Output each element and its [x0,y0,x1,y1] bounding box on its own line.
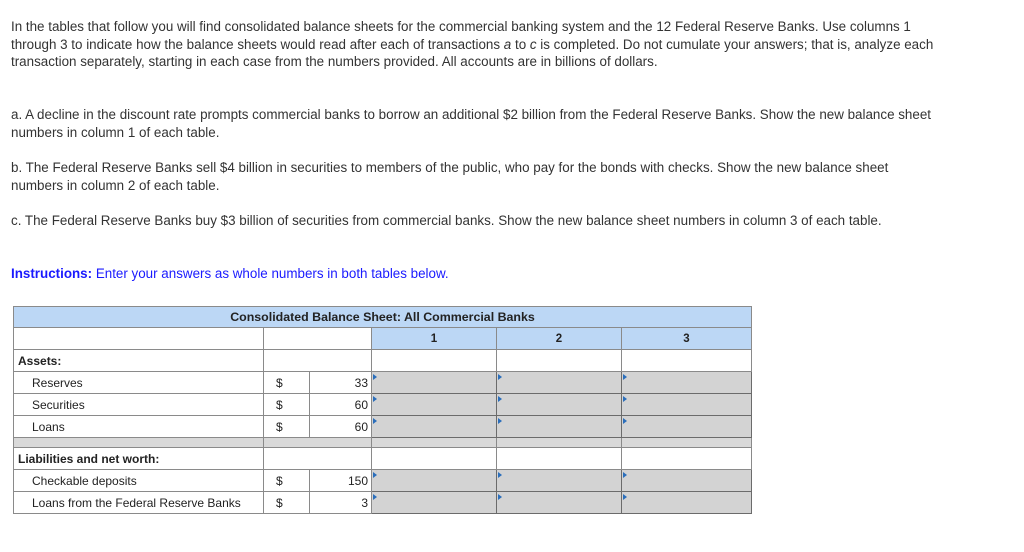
assets-label: Assets: [14,350,264,372]
empty-cell [622,438,752,448]
empty-cell [497,350,622,372]
table-row [14,372,752,394]
value-loans: 60 [310,416,372,438]
empty-cell [372,350,497,372]
header-blank-value [264,328,372,350]
input-flag-icon [498,418,502,424]
input-flag-icon [623,472,627,478]
row-label-loans: Loans [14,416,264,438]
input-flag-icon [498,374,502,380]
empty-cell [372,448,497,470]
currency-symbol: $ [264,470,310,492]
divider-row [14,438,752,448]
answer-input[interactable] [497,492,621,513]
header-blank [14,328,264,350]
input-flag-icon [373,494,377,500]
assets-header-row [14,350,752,372]
input-flag-icon [498,494,502,500]
empty-cell [622,448,752,470]
loans-from-fed-col3-input[interactable] [622,492,752,514]
table-row [14,492,752,514]
intro-text-3: is completed. Do not cumulate your answers; that is, analyze each transaction separately, starting in each case from the numbers provided. All accounts are in billions of dollars. [11,36,934,69]
empty-cell [497,438,622,448]
currency-symbol: $ [264,416,310,438]
answer-input[interactable] [372,394,496,415]
answer-input[interactable] [622,492,751,513]
answer-input[interactable] [497,372,621,393]
intro-text-1: In the tables that follow you will find consolidated balance sheets for the commercial banking system and the 12 Federal Reserve Banks. Use columns 1 through 3 to indicate how the balance sheets would read after each of transactions [11,19,911,52]
securities-col1-input[interactable] [372,394,497,416]
table-row [14,416,752,438]
empty-cell [622,350,752,372]
answer-input[interactable] [622,470,751,491]
empty-cell [264,448,372,470]
answer-input[interactable] [497,416,621,437]
input-flag-icon [373,472,377,478]
currency-symbol: $ [264,394,310,416]
checkable-deposits-col2-input[interactable] [497,470,622,492]
loans-col1-input[interactable] [372,416,497,438]
value-securities: 60 [310,394,372,416]
question-a: a. A decline in the discount rate prompts commercial banks to borrow an additional $2 billion from the Federal Reserve Banks. Show the new balance sheet numbers in column 1 of each table. [11,107,931,140]
input-flag-icon [373,418,377,424]
liabilities-label: Liabilities and net worth: [14,448,264,470]
loans-from-fed-col2-input[interactable] [497,492,622,514]
instructions [11,265,941,283]
securities-col3-input[interactable] [622,394,752,416]
empty-cell [497,448,622,470]
checkable-deposits-col3-input[interactable] [622,470,752,492]
answer-input[interactable] [622,394,751,415]
currency-symbol: $ [264,492,310,514]
empty-cell [14,438,264,448]
column-header-2: 2 [497,328,622,350]
securities-col2-input[interactable] [497,394,622,416]
table-row [14,394,752,416]
answer-input[interactable] [372,416,496,437]
reserves-col2-input[interactable] [497,372,622,394]
loans-col2-input[interactable] [497,416,622,438]
input-flag-icon [623,374,627,380]
currency-symbol: $ [264,372,310,394]
intro-italic-a: a [503,36,512,52]
instructions-text: Enter your answers as whole numbers in both tables below. [92,266,449,281]
checkable-deposits-col1-input[interactable] [372,470,497,492]
input-flag-icon [373,374,377,380]
liabilities-header-row [14,448,752,470]
answer-input[interactable] [372,492,496,513]
reserves-col1-input[interactable] [372,372,497,394]
empty-cell [264,438,372,448]
row-label-securities: Securities [14,394,264,416]
value-checkable-deposits: 150 [310,470,372,492]
instructions-label: Instructions: [11,266,93,281]
row-label-checkable-deposits: Checkable deposits [14,470,264,492]
question-c: c. The Federal Reserve Banks buy $3 billion of securities from commercial banks. Show the new balance sheet numbers in column 3 of each table. [11,213,882,228]
column-header-3: 3 [622,328,752,350]
row-label-loans-from-fed: Loans from the Federal Reserve Banks [14,492,264,514]
input-flag-icon [498,472,502,478]
column-header-1: 1 [372,328,497,350]
input-flag-icon [623,418,627,424]
input-flag-icon [623,494,627,500]
answer-input[interactable] [622,416,751,437]
column-header-row [14,328,752,350]
input-flag-icon [498,396,502,402]
input-flag-icon [623,396,627,402]
balance-sheet-table [13,306,752,514]
input-flag-icon [373,396,377,402]
value-reserves: 33 [310,372,372,394]
table-row [14,470,752,492]
value-loans-from-fed: 3 [310,492,372,514]
answer-input[interactable] [372,470,496,491]
loans-col3-input[interactable] [622,416,752,438]
intro-italic-c: c [529,36,537,52]
question-b: b. The Federal Reserve Banks sell $4 billion in securities to members of the public, who pay for the bonds with checks. Show the new balance sheet numbers in column 2 of each table. [11,160,889,193]
answer-input[interactable] [497,394,621,415]
empty-cell [372,438,497,448]
empty-cell [264,350,372,372]
intro-text-2: to [511,36,530,52]
table-title-row [14,307,752,328]
answer-input[interactable] [497,470,621,491]
answer-input[interactable] [622,372,751,393]
table-title: Consolidated Balance Sheet: All Commercial Banks [14,307,752,328]
answer-input[interactable] [372,372,496,393]
reserves-col3-input[interactable] [622,372,752,394]
loans-from-fed-col1-input[interactable] [372,492,497,514]
row-label-reserves: Reserves [14,372,264,394]
intro-paragraph [11,18,941,71]
